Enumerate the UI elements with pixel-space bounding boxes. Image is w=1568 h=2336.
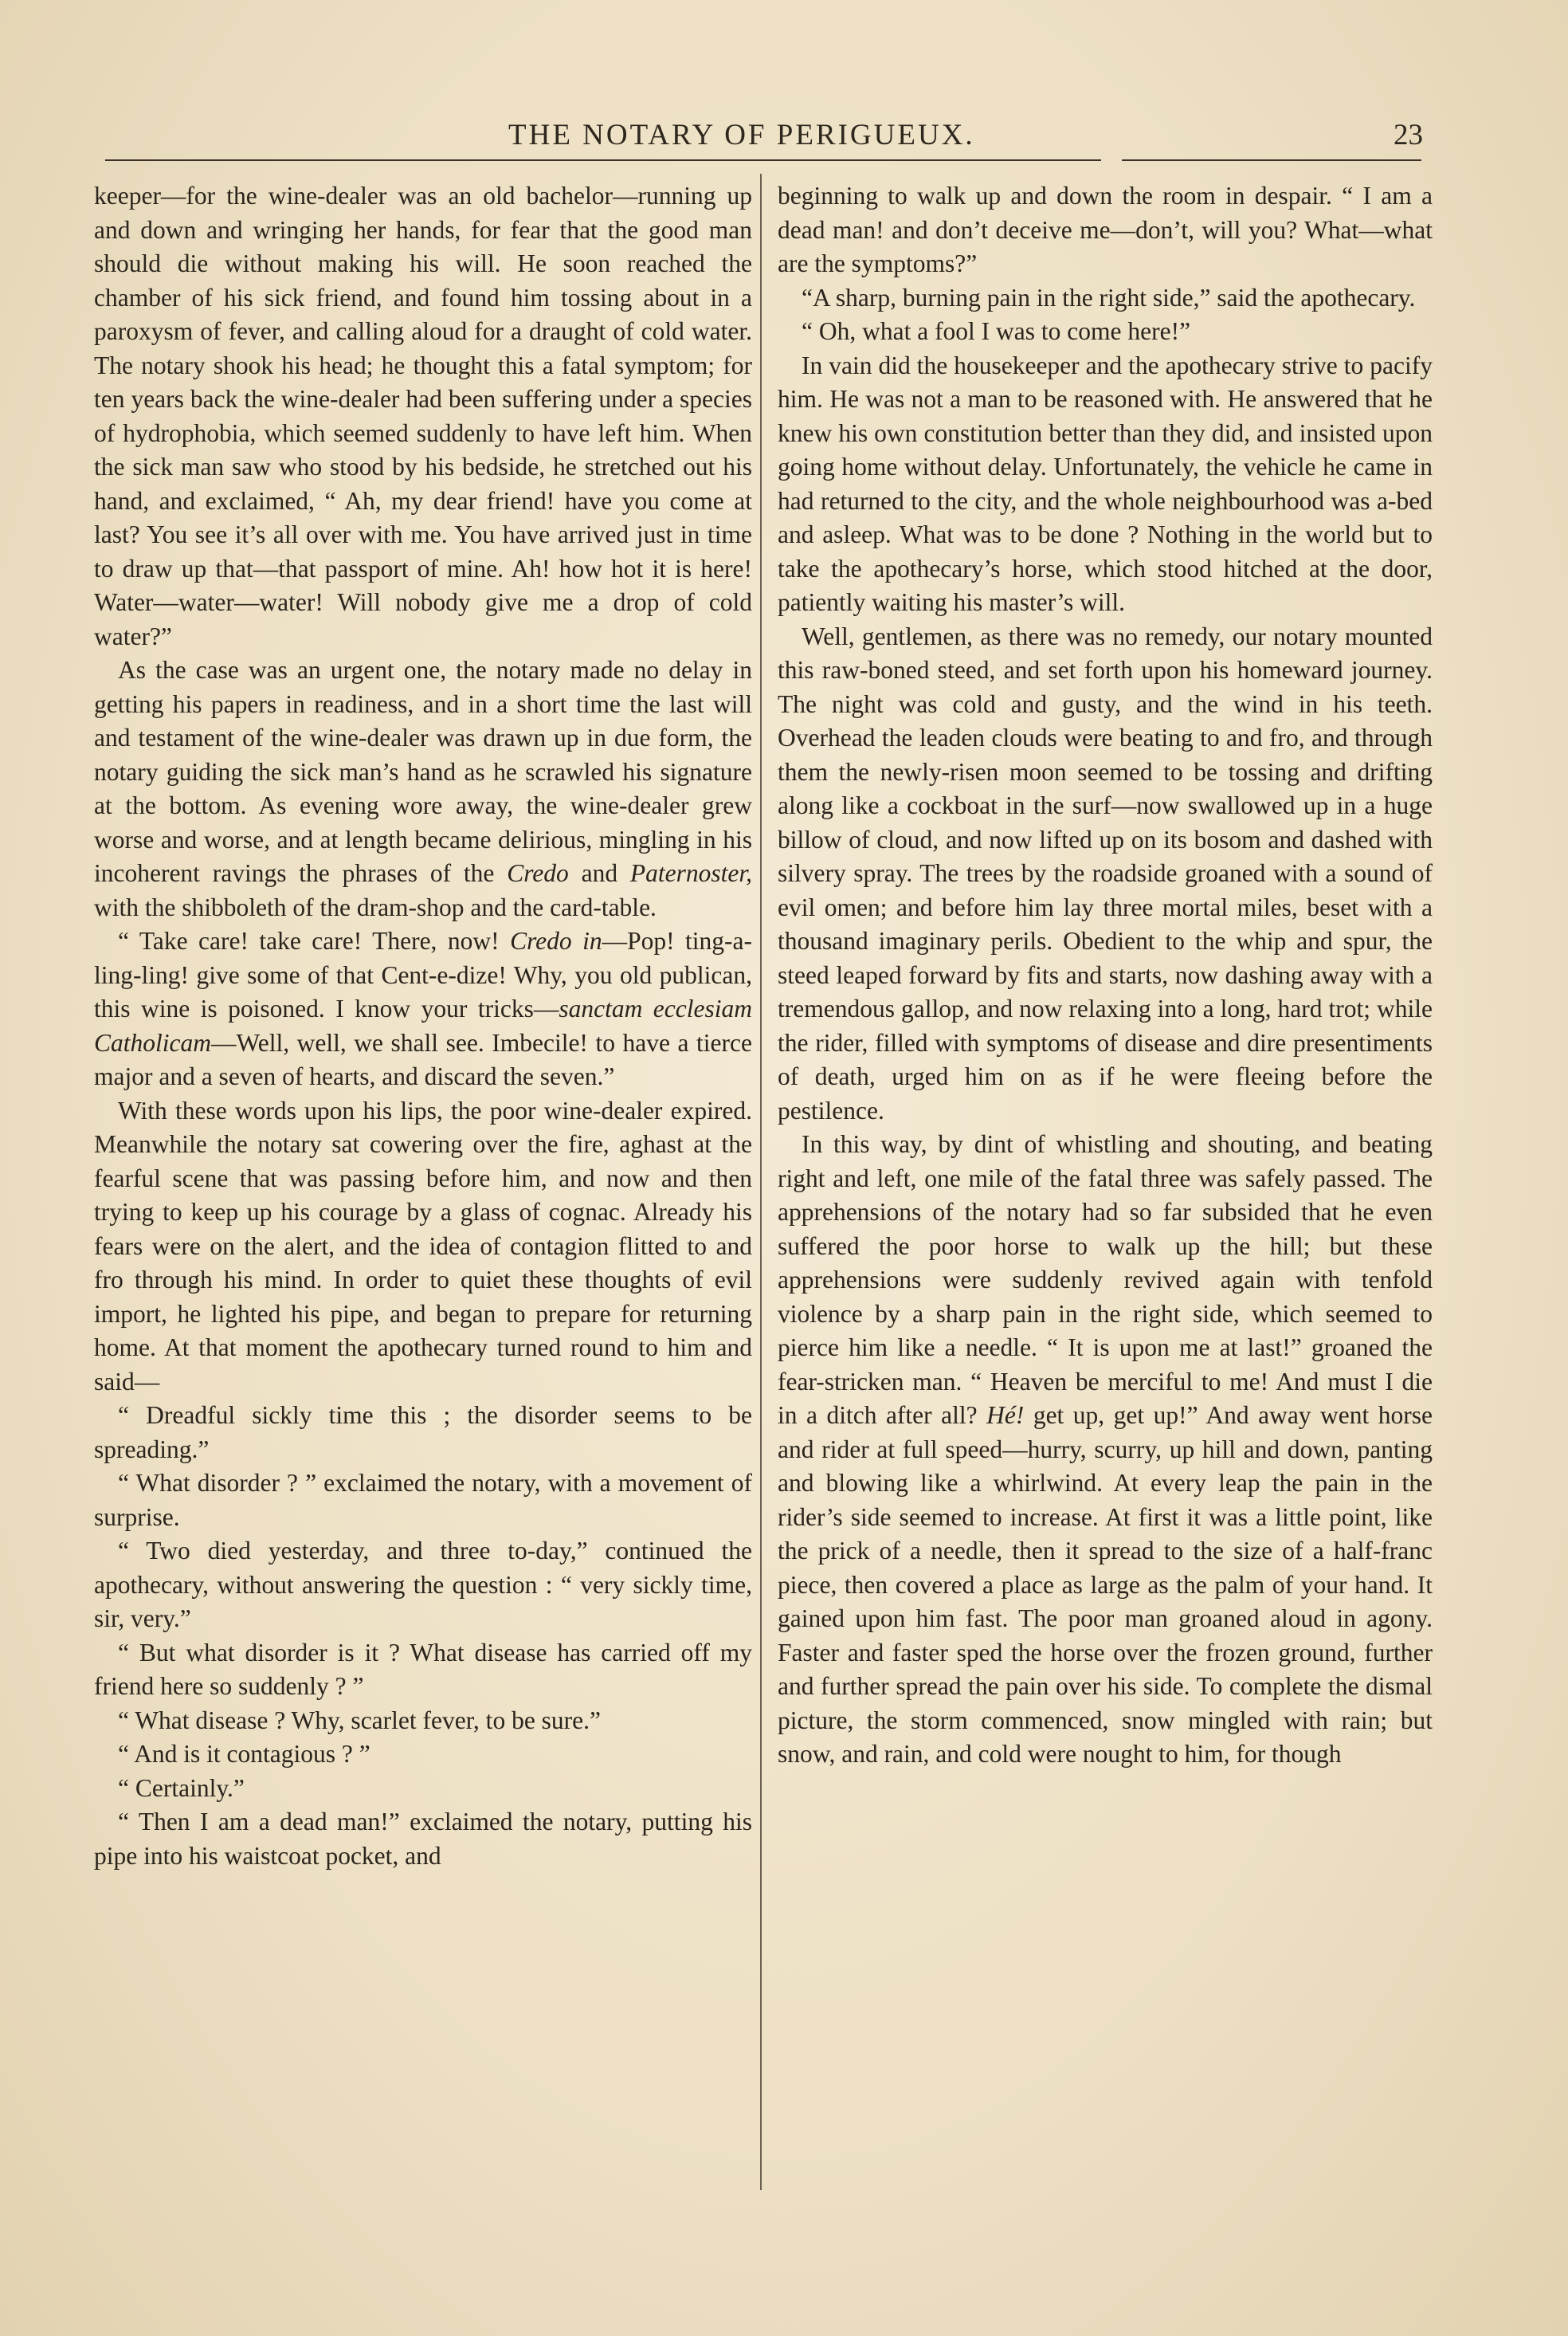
italic-text: Hé! (986, 1401, 1025, 1429)
paragraph-text: “ Two died yesterday, and three to-day,” continued the apothecary, without answering the question : “ very sickly time, sir, very.” (94, 1537, 752, 1632)
running-title: THE NOTARY OF PERIGUEUX. (508, 119, 975, 151)
paragraph (778, 349, 1433, 620)
paragraph-text: “ And is it contagious ? ” (118, 1740, 370, 1768)
paragraph-text: beginning to walk up and down the room in despair. “ I am a dead man! and don’t deceive me—don’t, will you? What—what are the symptoms?” (778, 182, 1433, 277)
paragraph-text: “ Certainly.” (118, 1773, 245, 1802)
italic-text: Paternoster, (629, 859, 753, 887)
paragraph-text: “ What disease ? Why, scarlet fever, to be sure.” (118, 1706, 602, 1734)
paragraph (778, 1128, 1433, 1772)
paragraph (94, 1094, 752, 1400)
paragraph-text: and (568, 859, 630, 887)
paragraph-text: Well, gentlemen, as there was no remedy, our notary mounted this raw-boned steed, and set forth upon his homeward journey. The night was cold and gusty, and the wind in his teeth. Overhead the leaden clouds were beating to and fro, and through them the newly-risen moon seemed to be tossing and drifting along like a cockboat in the surf—now swallowed up in a huge billow of cloud, and now lifted up on its bosom and dashed with silvery spray. The trees by the roadside groaned with a sound of evil omen; and before him lay three mortal miles, beset with a thousand imaginary perils. Obedient to the whip and spur, the steed leaped forward by fits and starts, now dashing away with a tremendous gallop, and now relaxing into a long, hard trot; while the rider, filled with symptoms of disease and dire presentiments of death, urged him on as if he were fleeing before the pestilence. (778, 622, 1433, 1125)
paragraph (94, 654, 752, 925)
paragraph (778, 281, 1433, 316)
paragraph-text: “ Take care! take care! There, now! (118, 927, 500, 955)
paragraph (94, 925, 752, 1094)
paragraph-text: With these words upon his lips, the poor wine-dealer expired. Meanwhile the notary sat cowering over the fire, aghast at the fearful scene that was passing before him, and now and then trying to keep up his courage by a glass of cognac. Already his fears were on the alert, and the idea of contagion flitted to and fro through his mind. In order to quiet these thoughts of evil import, he lighted his pipe, and began to prepare for returning home. At that moment the apothecary turned round to him and said— (94, 1096, 752, 1396)
right-column (778, 179, 1433, 1772)
header-rule (105, 159, 1101, 161)
paragraph (94, 1737, 752, 1772)
paragraph-text: with the shibboleth of the dram-shop and the card-table. (94, 893, 657, 921)
paragraph (94, 1805, 752, 1873)
paragraph (94, 1534, 752, 1636)
paragraph (94, 1466, 752, 1534)
paragraph-text: keeper—for the wine-dealer was an old bachelor—running up and down and wringing her hands, for fear that the good man should die without making his will. He soon reached the chamber of his sick friend, and found him tossing about in a paroxysm of fever, and calling aloud for a draught of cold water. The notary shook his head; he thought this a fatal symptom; for ten years back the wine-dealer had been suffering under a species of hydrophobia, which seemed suddenly to have left him. When the sick man saw who stood by his bedside, he stretched out his hand, and exclaimed, “ Ah, my dear friend! have you come at last? You see it’s all over with me. You have arrived just in time to draw up that—that passport of mine. Ah! how hot it is here! Water—water—water! Will nobody give me a drop of cold water?” (94, 182, 752, 650)
header-rule (1122, 159, 1421, 161)
paragraph (778, 179, 1433, 281)
paragraph (778, 620, 1433, 1129)
left-column (94, 179, 752, 1873)
page-number: 23 (1394, 119, 1423, 151)
paragraph (94, 1636, 752, 1704)
paragraph-text: “ But what disorder is it ? What disease has carried off my friend here so suddenly ? ” (94, 1638, 752, 1700)
paragraph-text: “ Dreadful sickly time this ; the disorder seems to be spreading.” (94, 1401, 752, 1463)
italic-text: Credo in (510, 927, 602, 955)
paragraph-text: “ Oh, what a fool I was to come here!” (802, 317, 1191, 345)
paragraph-text: In this way, by dint of whistling and shouting, and beating right and left, one mile of the fatal three was safely passed. The apprehensions of the notary had so far subsided that he even suffered the poor horse to walk up the hill; but these apprehensions were suddenly revived again with tenfold violence by a sharp pain in the right side, which seemed to pierce him like a needle. “ It is upon me at last!” groaned the fear-stricken man. “ Heaven be merciful to me! And must I die in a ditch after all? (778, 1130, 1433, 1429)
paragraph-text: get up, get up!” And away went horse and rider at full speed—hurry, scurry, up hill and down, panting and blowing like a whirlwind. At every leap the pain in the rider’s side seemed to increase. At first it was a little point, like the prick of a needle, then it spread to the size of a half-franc piece, then covered a place as large as the palm of your hand. It gained upon him fast. The poor man groaned aloud in agony. Faster and faster sped the horse over the frozen ground, further and further spread the pain over his side. To complete the dismal picture, the storm commenced, snow mingled with rain; but snow, and rain, and cold were nought to him, for though (778, 1401, 1433, 1768)
paragraph (94, 1772, 752, 1806)
paragraph-text: —Pop! ting-a-ling-ling! give some of that Cent-e-dize! Why, you old publican, this wine is poisoned. I know your tricks— (94, 927, 753, 1023)
paragraph (778, 315, 1433, 349)
page-header (94, 118, 1423, 159)
paragraph (94, 1704, 752, 1738)
paragraph-text: “ Then I am a dead man!” exclaimed the notary, putting his pipe into his waistcoat pocket, and (94, 1808, 752, 1870)
paragraph (94, 179, 752, 654)
italic-text: sanctam ecclesiam Catholicam (94, 995, 752, 1057)
paragraph-text: “ What disorder ? ” exclaimed the notary, with a movement of surprise. (94, 1469, 752, 1531)
paragraph-text: “A sharp, burning pain in the right side,” said the apothecary. (802, 283, 1416, 312)
italic-text: Credo (507, 859, 569, 887)
column-divider (760, 174, 762, 2190)
paragraph-text: —Well, well, we shall see. Imbecile! to have a tierce major and a seven of hearts, and discard the seven.” (94, 1028, 752, 1090)
paragraph-text: In vain did the housekeeper and the apothecary strive to pacify him. He was not a man to be reasoned with. He answered that he knew his own constitution better than they did, and insisted upon going home without delay. Unfortunately, the vehicle he came in had returned to the city, and the whole neighbourhood was a-bed and asleep. What was to be done ? Nothing in the world but to take the apothecary’s horse, which stood hitched at the door, patiently waiting his master’s will. (778, 351, 1433, 616)
paragraph-text: As the case was an urgent one, the notary made no delay in getting his papers in readiness, and in a short time the last will and testament of the wine-dealer was drawn up in due form, the notary guiding the sick man’s hand as he scrawled his signature at the bottom. As evening wore away, the wine-dealer grew worse and worse, and at length became delirious, mingling in his incoherent ravings the phrases of the (94, 656, 752, 887)
paragraph (94, 1399, 752, 1466)
